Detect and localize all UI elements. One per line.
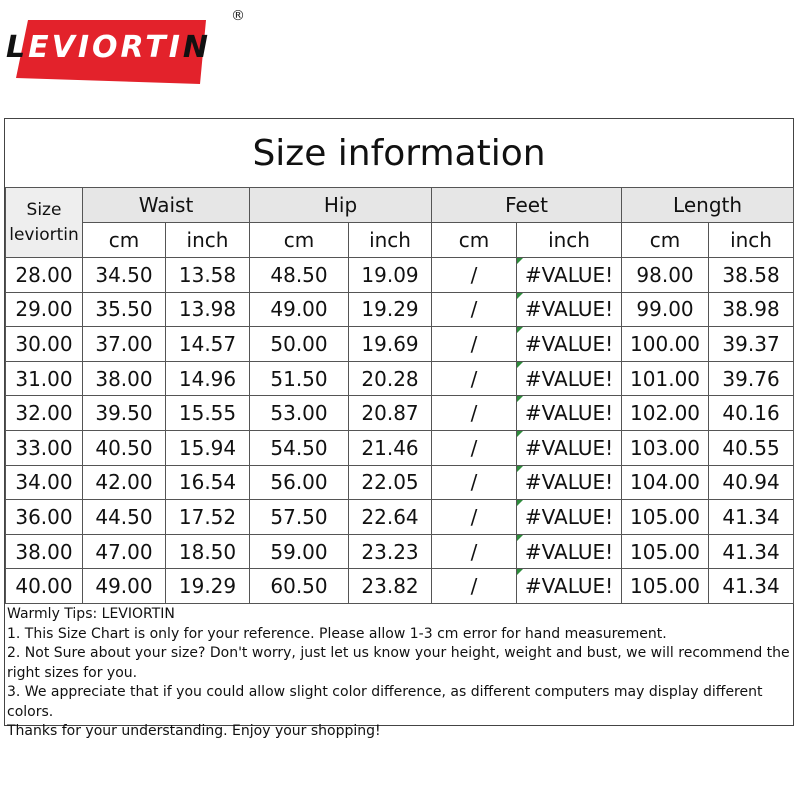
measurement-cell: 41.34 — [709, 534, 794, 569]
measurement-cell — [517, 500, 622, 535]
error-indicator-icon — [517, 569, 523, 575]
measurement-cell: 19.09 — [349, 258, 432, 293]
measurement-cell: 49.00 — [250, 292, 349, 327]
logo-letter-l: L — [6, 30, 29, 65]
table-row — [6, 327, 794, 362]
measurement-cell: 17.52 — [166, 500, 250, 535]
unit-header: cm — [83, 223, 166, 258]
measurement-cell: / — [432, 292, 517, 327]
measurement-cell — [517, 465, 622, 500]
measurement-cell: 54.50 — [250, 430, 349, 465]
unit-header: inch — [709, 223, 794, 258]
measurement-cell: 98.00 — [622, 258, 709, 293]
measurement-cell — [517, 396, 622, 431]
size-chart — [4, 118, 794, 739]
measurement-cell — [517, 534, 622, 569]
measurement-cell: 59.00 — [250, 534, 349, 569]
measurement-cell: 14.96 — [166, 361, 250, 396]
error-indicator-icon — [517, 466, 523, 472]
measurement-cell: / — [432, 500, 517, 535]
tips-heading: Warmly Tips: LEVIORTIN — [7, 606, 175, 622]
tip-line: 1. This Size Chart is only for your reference. Please allow 1-3 cm error for hand measurement. — [7, 625, 667, 642]
size-cell: 28.00 — [6, 258, 83, 293]
logo-letter-n: N — [182, 30, 211, 65]
measurement-cell: 35.50 — [83, 292, 166, 327]
measurement-cell: 42.00 — [83, 465, 166, 500]
group-header-waist: Waist — [83, 188, 250, 223]
measurement-cell: 14.57 — [166, 327, 250, 362]
cell-text: #VALUE! — [524, 539, 614, 564]
size-cell: 31.00 — [6, 361, 83, 396]
measurement-cell: 105.00 — [622, 569, 709, 604]
size-cell: 36.00 — [6, 500, 83, 535]
measurement-cell: 102.00 — [622, 396, 709, 431]
measurement-cell: 101.00 — [622, 361, 709, 396]
size-cell: 34.00 — [6, 465, 83, 500]
size-table-body — [6, 258, 794, 604]
size-cell: 32.00 — [6, 396, 83, 431]
measurement-cell: 13.58 — [166, 258, 250, 293]
measurement-cell: 49.00 — [83, 569, 166, 604]
measurement-cell — [517, 430, 622, 465]
size-cell: 33.00 — [6, 430, 83, 465]
measurement-cell: 100.00 — [622, 327, 709, 362]
unit-header: cm — [622, 223, 709, 258]
size-cell: 38.00 — [6, 534, 83, 569]
cell-text: #VALUE! — [524, 470, 614, 495]
table-row — [6, 361, 794, 396]
tip-line: Thanks for your understanding. Enjoy your shopping! — [7, 723, 381, 739]
measurement-cell — [517, 327, 622, 362]
measurement-cell: 105.00 — [622, 534, 709, 569]
measurement-cell: 44.50 — [83, 500, 166, 535]
cell-text: #VALUE! — [524, 297, 614, 322]
tip-line: 3. We appreciate that if you could allow slight color difference, as different computers may display different colors. — [7, 684, 763, 720]
measurement-cell: 57.50 — [250, 500, 349, 535]
measurement-cell: 20.28 — [349, 361, 432, 396]
size-column-header — [6, 188, 83, 258]
error-indicator-icon — [517, 362, 523, 368]
measurement-cell: 56.00 — [250, 465, 349, 500]
measurement-cell: 19.29 — [166, 569, 250, 604]
logo-text — [6, 30, 211, 65]
measurement-cell: 105.00 — [622, 500, 709, 535]
tip-line: 2. Not Sure about your size? Don't worry, just let us know your height, weight and bust, we will recommend the right sizes for you. — [7, 645, 790, 681]
table-row — [6, 396, 794, 431]
size-header-line2: leviortin — [9, 224, 79, 245]
measurement-cell: 40.50 — [83, 430, 166, 465]
measurement-cell: 20.87 — [349, 396, 432, 431]
measurement-cell: 21.46 — [349, 430, 432, 465]
error-indicator-icon — [517, 500, 523, 506]
measurement-cell: 60.50 — [250, 569, 349, 604]
measurement-cell: 41.34 — [709, 569, 794, 604]
unit-header: cm — [250, 223, 349, 258]
size-cell: 29.00 — [6, 292, 83, 327]
measurement-cell: 37.00 — [83, 327, 166, 362]
measurement-cell: 41.34 — [709, 500, 794, 535]
error-indicator-icon — [517, 431, 523, 437]
measurement-cell: / — [432, 327, 517, 362]
measurement-cell: 15.55 — [166, 396, 250, 431]
table-row — [6, 292, 794, 327]
cell-text: #VALUE! — [524, 366, 614, 391]
measurement-cell: / — [432, 396, 517, 431]
measurement-cell: 51.50 — [250, 361, 349, 396]
table-row — [6, 500, 794, 535]
error-indicator-icon — [517, 258, 523, 264]
measurement-cell: 13.98 — [166, 292, 250, 327]
measurement-cell: / — [432, 258, 517, 293]
measurement-cell: 53.00 — [250, 396, 349, 431]
measurement-cell: 19.29 — [349, 292, 432, 327]
measurement-cell: 34.50 — [83, 258, 166, 293]
measurement-cell: 40.55 — [709, 430, 794, 465]
chart-title: Size information — [5, 119, 793, 188]
table-row — [6, 534, 794, 569]
measurement-cell — [517, 292, 622, 327]
measurement-cell: 104.00 — [622, 465, 709, 500]
table-row — [6, 465, 794, 500]
error-indicator-icon — [517, 535, 523, 541]
measurement-cell: 22.05 — [349, 465, 432, 500]
measurement-cell: 15.94 — [166, 430, 250, 465]
size-header-line1: Size — [26, 199, 62, 220]
cell-text: #VALUE! — [524, 262, 614, 287]
cell-text: #VALUE! — [524, 504, 614, 529]
table-row — [6, 430, 794, 465]
error-indicator-icon — [517, 327, 523, 333]
measurement-cell: 23.82 — [349, 569, 432, 604]
measurement-cell: 38.58 — [709, 258, 794, 293]
unit-header: inch — [517, 223, 622, 258]
cell-text: #VALUE! — [524, 435, 614, 460]
logo-letters-red: EVIORTI — [28, 30, 183, 65]
measurement-cell: 16.54 — [166, 465, 250, 500]
measurement-cell: 40.16 — [709, 396, 794, 431]
measurement-cell: 39.50 — [83, 396, 166, 431]
measurement-cell: 38.00 — [83, 361, 166, 396]
tips-section — [7, 603, 791, 742]
unit-header: inch — [349, 223, 432, 258]
measurement-cell: 50.00 — [250, 327, 349, 362]
measurement-cell: 99.00 — [622, 292, 709, 327]
measurement-cell: 39.37 — [709, 327, 794, 362]
measurement-cell: / — [432, 430, 517, 465]
group-header-feet: Feet — [432, 188, 622, 223]
measurement-cell: / — [432, 569, 517, 604]
cell-text: #VALUE! — [524, 401, 614, 426]
group-header-length: Length — [622, 188, 794, 223]
measurement-cell: 40.94 — [709, 465, 794, 500]
group-header-hip: Hip — [250, 188, 432, 223]
unit-header: inch — [166, 223, 250, 258]
measurement-cell: / — [432, 361, 517, 396]
measurement-cell: 22.64 — [349, 500, 432, 535]
measurement-cell: 39.76 — [709, 361, 794, 396]
error-indicator-icon — [517, 396, 523, 402]
measurement-cell: 38.98 — [709, 292, 794, 327]
measurement-cell: 18.50 — [166, 534, 250, 569]
error-indicator-icon — [517, 293, 523, 299]
measurement-cell — [517, 258, 622, 293]
cell-text: #VALUE! — [524, 574, 614, 599]
size-table — [5, 187, 794, 604]
size-cell: 30.00 — [6, 327, 83, 362]
measurement-cell: 48.50 — [250, 258, 349, 293]
measurement-cell — [517, 569, 622, 604]
measurement-cell: 47.00 — [83, 534, 166, 569]
registered-mark: ® — [231, 8, 245, 24]
measurement-cell: 23.23 — [349, 534, 432, 569]
size-cell: 40.00 — [6, 569, 83, 604]
measurement-cell: 103.00 — [622, 430, 709, 465]
cell-text: #VALUE! — [524, 331, 614, 356]
unit-header: cm — [432, 223, 517, 258]
measurement-cell: 19.69 — [349, 327, 432, 362]
table-row — [6, 258, 794, 293]
table-row — [6, 569, 794, 604]
measurement-cell — [517, 361, 622, 396]
measurement-cell: / — [432, 465, 517, 500]
measurement-cell: / — [432, 534, 517, 569]
